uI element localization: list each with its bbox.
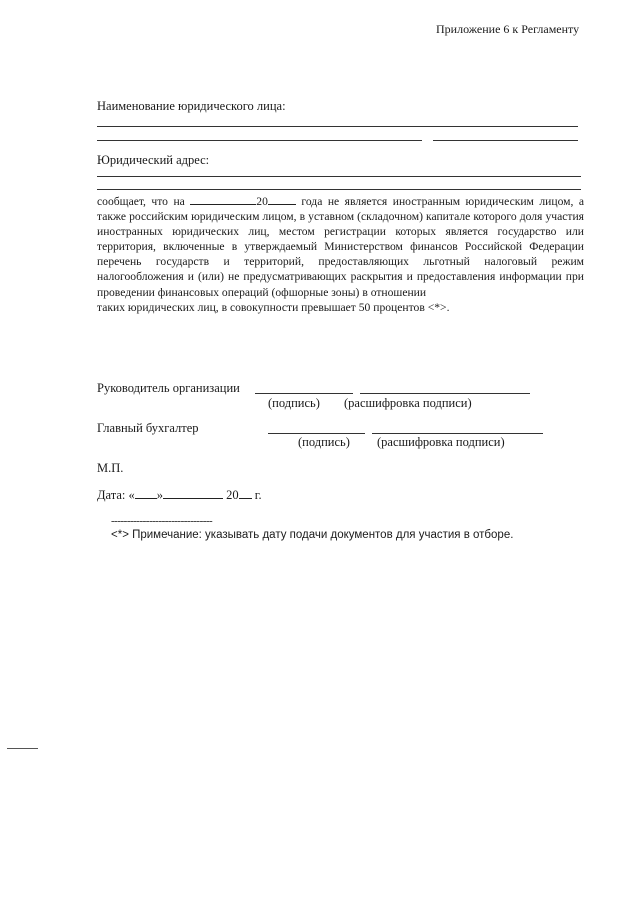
date-label: Дата: « — [97, 488, 135, 502]
statement-year-prefix: 20 — [256, 195, 268, 208]
head-signature-caption: (подпись) — [268, 396, 320, 410]
date-year-suffix: г. — [254, 488, 262, 502]
date-month-blank[interactable] — [163, 487, 223, 499]
footnote-separator: -------------------------------- — [111, 515, 213, 527]
stamp-label: М.П. — [97, 461, 124, 475]
date-row — [97, 487, 262, 502]
accountant-label: Главный бухгалтер — [97, 421, 199, 435]
date-year-blank[interactable] — [239, 487, 252, 499]
accountant-signature-line[interactable] — [268, 433, 365, 434]
legal-address-line-2[interactable] — [97, 189, 581, 190]
statement-paragraph — [97, 193, 584, 315]
accountant-decoding-caption: (расшифровка подписи) — [377, 435, 505, 449]
head-decoding-line[interactable] — [360, 393, 530, 394]
date-year-prefix: 20 — [226, 488, 239, 502]
date-day-blank[interactable] — [135, 487, 157, 499]
margin-mark — [7, 748, 38, 749]
head-label: Руководитель организации — [97, 381, 240, 395]
date-blank[interactable] — [190, 193, 256, 205]
accountant-signature-caption: (подпись) — [298, 435, 350, 449]
statement-body: года не является иностранным юридическим лицом, а также российским юридическим лицом, в уставном (складочном) капитале которого доля участия иностранных юридических лиц, местом регистрации которых является государство или территория, включенные в утверждаемый Министерством финансов Российской Федерации перечень государств и территорий, предоставляющих льготный налоговый режим налогообложения и (или) не предусматривающих раскрытия и предоставления информации при проведении финансовых операций (офшорные зоны) в отношении — [97, 195, 585, 299]
legal-name-line-1[interactable] — [97, 126, 578, 127]
appendix-reference: Приложение 6 к Регламенту — [436, 22, 580, 36]
year-blank[interactable] — [268, 193, 296, 205]
accountant-decoding-line[interactable] — [372, 433, 543, 434]
legal-address-label: Юридический адрес: — [97, 153, 210, 167]
statement-prefix: сообщает, что на — [97, 195, 185, 208]
statement-last-line: таких юридических лиц, в совокупности превышает 50 процентов <*>. — [97, 300, 450, 314]
legal-name-line-2b[interactable] — [433, 140, 578, 141]
legal-address-line-1[interactable] — [97, 176, 581, 177]
legal-name-label: Наименование юридического лица: — [97, 99, 286, 113]
head-signature-line[interactable] — [255, 393, 353, 394]
date-close-quote: » — [156, 488, 164, 502]
legal-name-line-2a[interactable] — [97, 140, 422, 141]
head-decoding-caption: (расшифровка подписи) — [344, 396, 472, 410]
footnote-text: <*> Примечание: указывать дату подачи документов для участия в отборе. — [111, 529, 514, 541]
